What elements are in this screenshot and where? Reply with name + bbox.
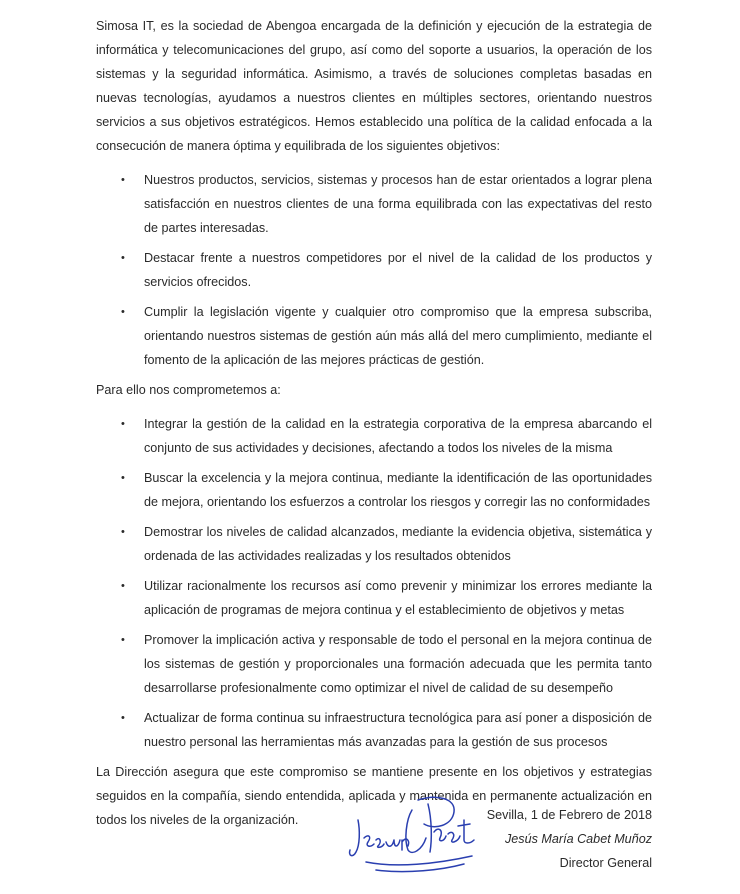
list-item (96, 412, 652, 460)
signature-block (392, 803, 652, 875)
commitment-text: Integrar la gestión de la calidad en la estrategia corporativa de la empresa abarcando el conjunto de sus actividades y decisiones, afectando a todos los niveles de la misma (144, 417, 652, 455)
signer-title: Director General (559, 856, 652, 870)
commitments-list (96, 412, 652, 754)
objective-text: Nuestros productos, servicios, sistemas y procesos han de estar orientados a lograr plena satisfacción en nuestros clientes de una forma equilibrada con las expectativas del resto de partes interesadas. (144, 173, 652, 235)
bullet-icon: • (121, 526, 125, 538)
place-date: Sevilla, 1 de Febrero de 2018 (486, 808, 652, 822)
list-item (96, 168, 652, 240)
list-item (96, 628, 652, 700)
signer-name: Jesús María Cabet Muñoz (505, 832, 652, 846)
list-item (96, 520, 652, 568)
commitment-text: Demostrar los niveles de calidad alcanzados, mediante la evidencia objetiva, sistemática y ordenada de las actividades realizadas y los resultados obtenidos (144, 525, 652, 563)
list-item (96, 574, 652, 622)
bullet-icon: • (121, 306, 125, 318)
objective-text: Destacar frente a nuestros competidores por el nivel de la calidad de los productos y servicios ofrecidos. (144, 251, 652, 289)
list-item (96, 300, 652, 372)
objective-text: Cumplir la legislación vigente y cualquier otro compromiso que la empresa subscriba, orientando nuestros sistemas de gestión aún más allá del mero cumplimiento, mediante el fomento de la aplicación de las mejores prácticas de gestión. (144, 305, 652, 367)
bullet-icon: • (121, 712, 125, 724)
closing-paragraph: La Dirección asegura que este compromiso se mantiene presente en los objetivos y estrategias seguidos en la compañía, siendo entendida, aplicada y mantenida en permanente actualización en todos los niveles de la organización. (96, 765, 652, 827)
commitment-text: Promover la implicación activa y responsable de todo el personal en la mejora continua de los sistemas de gestión y proporcionales una formación adecuada que les permita tanto desarrollarse profesionalmente como optimizar el nivel de calidad de su desempeño (144, 633, 652, 695)
commitment-text: Actualizar de forma continua su infraestructura tecnológica para así poner a disposición de nuestro personal las herramientas más avanzadas para la gestión de sus procesos (144, 711, 652, 749)
commitments-intro: Para ello nos comprometemos a: (96, 383, 281, 397)
bullet-icon: • (121, 252, 125, 264)
objectives-list (96, 168, 652, 372)
commitment-text: Utilizar racionalmente los recursos así como prevenir y minimizar los errores mediante la aplicación de programas de mejora continua y el establecimiento de objetivos y metas (144, 579, 652, 617)
policy-document (96, 14, 652, 832)
list-item (96, 706, 652, 754)
list-item (96, 246, 652, 294)
commitment-text: Buscar la excelencia y la mejora continua, mediante la identificación de las oportunidades de mejora, orientando los esfuerzos a controlar los riesgos y corregir las no conformidades (144, 471, 652, 509)
bullet-icon: • (121, 174, 125, 186)
bullet-icon: • (121, 418, 125, 430)
intro-paragraph: Simosa IT, es la sociedad de Abengoa encargada de la definición y ejecución de la estrategia de informática y telecomunicaciones del grupo, así como del soporte a usuarios, la operación de los sistemas y la seguridad informática. Asimismo, a través de soluciones completas basadas en nuevas tecnologías, ayudamos a nuestros clientes en múltiples sectores, orientando nuestros servicios a sus objetivos estratégicos. Hemos establecido una política de la calidad enfocada a la consecución de manera óptima y equilibrada de los siguientes objetivos: (96, 19, 652, 153)
list-item (96, 466, 652, 514)
bullet-icon: • (121, 580, 125, 592)
bullet-icon: • (121, 634, 125, 646)
bullet-icon: • (121, 472, 125, 484)
